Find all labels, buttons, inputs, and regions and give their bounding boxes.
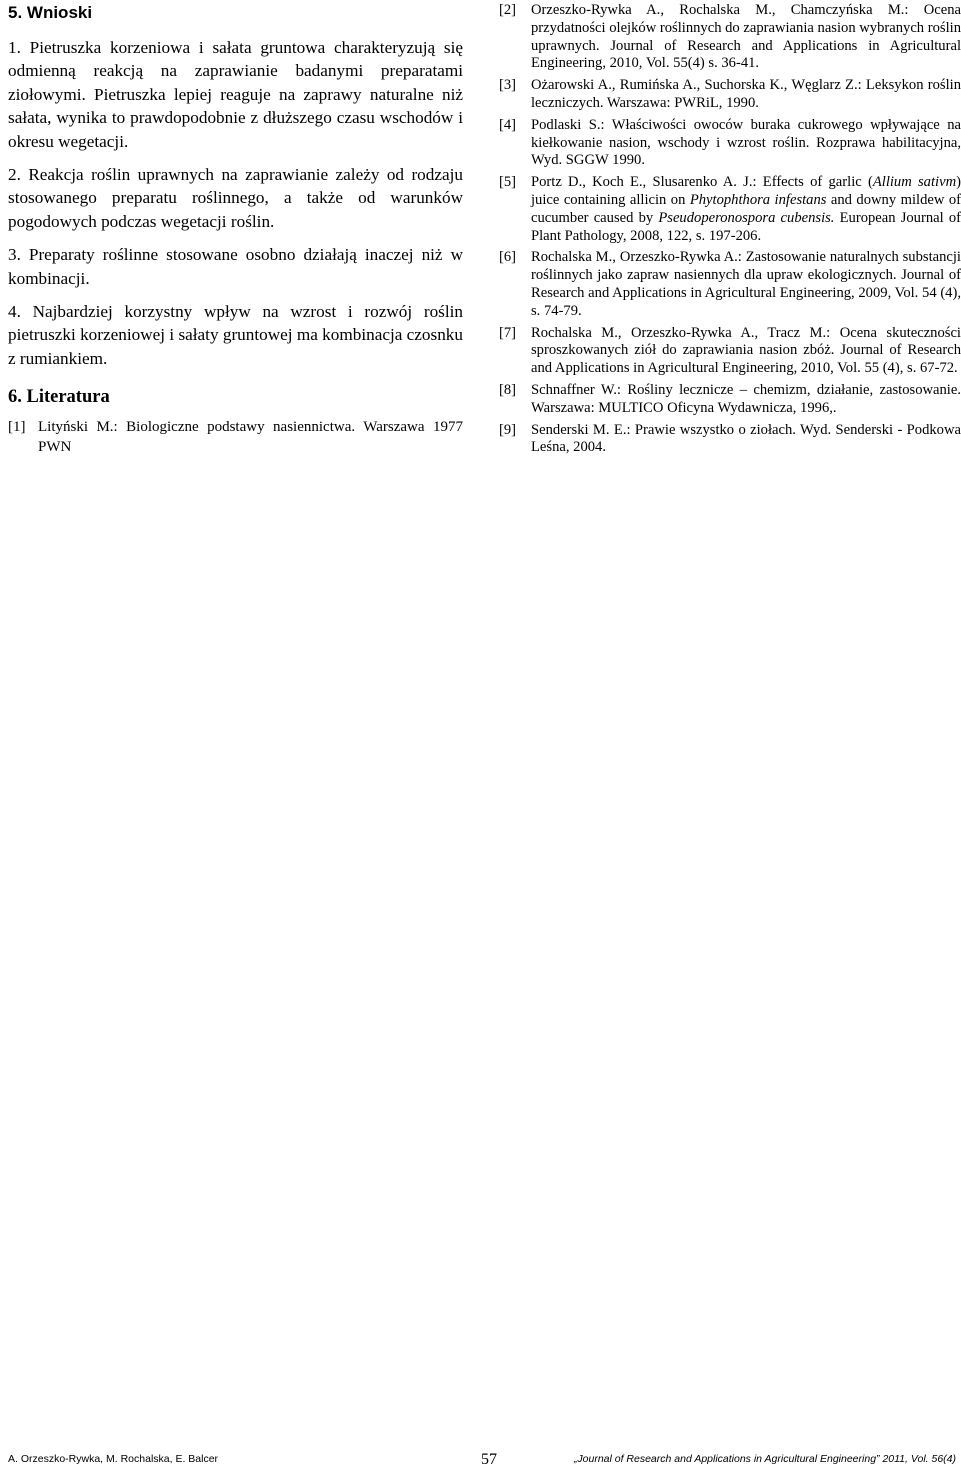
- conclusion-item-1: 1. Pietruszka korzeniowa i sałata gruntowa charakteryzują się odmienną reakcją na zaprawianie badanymi preparatami ziołowymi. Pietruszka lepiej reaguje na zaprawy naturalne niż sałata, wynika to prawdopodobnie z dłuższego czasu wschodów i okresu wegetacji.: [8, 38, 463, 151]
- reference-item: [499, 249, 961, 320]
- conclusions-heading: 5. Wnioski: [8, 3, 93, 22]
- reference-text: Senderski M. E.: Prawie wszystko o ziołach. Wyd. Senderski - Podkowa Leśna, 2004.: [531, 421, 961, 456]
- reference-item: [499, 325, 961, 378]
- reference-number: [9]: [499, 421, 517, 438]
- reference-text: Ożarowski A., Rumińska A., Suchorska K., Węglarz Z.: Leksykon roślin leczniczych. Warszawa: PWRiL, 1990.: [531, 77, 961, 111]
- reference-item: [499, 2, 961, 73]
- reference-item: [499, 117, 961, 170]
- page-number: 57: [481, 1451, 497, 1468]
- reference-number: [5]: [499, 174, 517, 191]
- reference-number: [4]: [499, 116, 517, 133]
- footer-authors: A. Orzeszko-Rywka, M. Rochalska, E. Balcer: [8, 1453, 219, 1465]
- conclusion-item-3: 3. Preparaty roślinne stosowane osobno działają inaczej niż w kombinacji.: [8, 245, 463, 288]
- reference-number: [6]: [499, 249, 517, 266]
- literature-heading: 6. Literatura: [8, 387, 110, 408]
- reference-text: Portz D., Koch E., Slusarenko A. J.: Effects of garlic (Allium sativm) juice containing allicin on Phytophthora infestans and downy mildew of cucumber caused by Pseudoperonospora cubensis. European Journal of Plant Pathology, 2008, 122, s. 197-206.: [531, 174, 961, 244]
- reference-number: [2]: [499, 2, 517, 18]
- reference-text: Schnaffner W.: Rośliny lecznicze – chemizm, działanie, zastosowanie. Warszawa: MULTICO Oficyna Wydawnicza, 1996,.: [531, 381, 961, 416]
- reference-item: [8, 416, 463, 457]
- reference-item: [499, 422, 961, 458]
- reference-number: [1]: [8, 419, 26, 436]
- conclusion-item-4: 4. Najbardziej korzystny wpływ na wzrost i rozwój roślin pietruszki korzeniowej i sałaty gruntowej ma kombinacja czosnku z rumiankiem.: [8, 302, 463, 368]
- reference-number: [7]: [499, 324, 517, 341]
- reference-text: Lityński M.: Biologiczne podstawy nasiennictwa. Warszawa 1977 PWN: [38, 419, 463, 456]
- reference-item: [499, 382, 961, 418]
- reference-item: [499, 174, 961, 245]
- reference-text: Podlaski S.: Właściwości owoców buraka cukrowego wpływające na kiełkowanie nasion, wschody i wzrost roślin. Rozprawa habilitacyjna, Wyd. SGGW 1990.: [531, 116, 961, 169]
- right-column: [499, 2, 961, 461]
- reference-text: Rochalska M., Orzeszko-Rywka A., Tracz M.: Ocena skuteczności sproszkowanych ziół do zaprawiania nasion zbóż. Journal of Research and Applications in Agricultural Engineering, 2010, Vol. 55 (4), s. 67-72.: [531, 324, 961, 377]
- reference-text: Rochalska M., Orzeszko-Rywka A.: Zastosowanie naturalnych substancji roślinnych jako zapraw nasiennych dla upraw ekologicznych. Journal of Research and Applications in Agricultural Engineering, 2009, Vol. 54 (4), s. 74-79.: [531, 249, 961, 319]
- footer-journal: „Journal of Research and Applications in Agricultural Engineering” 2011, Vol. 56(4): [573, 1453, 956, 1465]
- conclusion-item-2: 2. Reakcja roślin uprawnych na zaprawianie zależy od rodzaju stosowanego preparatu roślinnego, a także od warunków pogodowych podczas wegetacji roślin.: [8, 165, 463, 231]
- reference-number: [8]: [499, 381, 517, 398]
- page-footer: [8, 1451, 960, 1471]
- left-column: [8, 2, 463, 461]
- reference-text: Orzeszko-Rywka A., Rochalska M., Chamczyńska M.: Ocena przydatności olejków roślinnych do zaprawiania nasion wybranych roślin uprawnych. Journal of Research and Applications in Agricultural Engineering, 2010, Vol. 55(4) s. 36-41.: [531, 2, 961, 72]
- reference-number: [3]: [499, 77, 517, 94]
- reference-item: [499, 77, 961, 113]
